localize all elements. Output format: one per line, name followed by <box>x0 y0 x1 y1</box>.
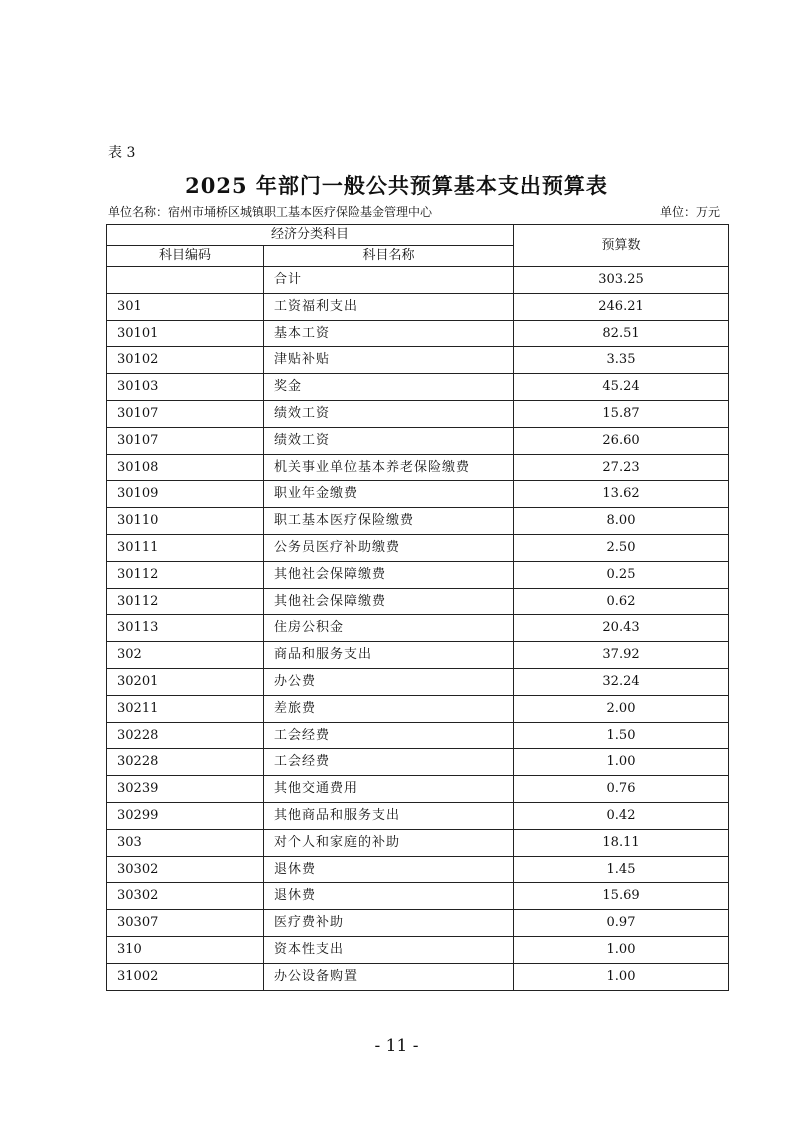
row-amount: 1.45 <box>514 856 729 883</box>
table-row <box>107 267 729 294</box>
row-amount: 0.62 <box>514 588 729 615</box>
row-name: 工资福利支出 <box>264 293 514 320</box>
row-amount: 1.00 <box>514 749 729 776</box>
row-name: 合计 <box>264 267 514 294</box>
header-name: 科目名称 <box>264 246 514 267</box>
row-name: 奖金 <box>264 374 514 401</box>
row-amount: 18.11 <box>514 829 729 856</box>
row-code: 30228 <box>107 749 264 776</box>
row-amount: 15.87 <box>514 400 729 427</box>
row-amount: 27.23 <box>514 454 729 481</box>
row-name: 退休费 <box>264 856 514 883</box>
header-code: 科目编码 <box>107 246 264 267</box>
table-row <box>107 936 729 963</box>
row-code: 30107 <box>107 400 264 427</box>
row-name: 退休费 <box>264 883 514 910</box>
row-name: 其他社会保障缴费 <box>264 588 514 615</box>
table-row <box>107 400 729 427</box>
row-code: 30103 <box>107 374 264 401</box>
table-row <box>107 427 729 454</box>
table-row <box>107 508 729 535</box>
row-name: 职工基本医疗保险缴费 <box>264 508 514 535</box>
table-row <box>107 695 729 722</box>
row-code <box>107 267 264 294</box>
header-budget: 预算数 <box>514 225 729 267</box>
row-code: 30228 <box>107 722 264 749</box>
table-row <box>107 642 729 669</box>
row-amount: 0.42 <box>514 802 729 829</box>
table-row <box>107 776 729 803</box>
row-code: 30307 <box>107 910 264 937</box>
row-amount: 82.51 <box>514 320 729 347</box>
row-code: 30108 <box>107 454 264 481</box>
row-code: 30109 <box>107 481 264 508</box>
row-code: 303 <box>107 829 264 856</box>
table-row <box>107 481 729 508</box>
row-code: 30101 <box>107 320 264 347</box>
row-name: 工会经费 <box>264 749 514 776</box>
row-code: 30110 <box>107 508 264 535</box>
table-row <box>107 802 729 829</box>
table-row <box>107 749 729 776</box>
row-code: 30211 <box>107 695 264 722</box>
row-name: 商品和服务支出 <box>264 642 514 669</box>
table-row <box>107 293 729 320</box>
row-amount: 0.97 <box>514 910 729 937</box>
row-code: 30112 <box>107 588 264 615</box>
row-code: 30201 <box>107 668 264 695</box>
row-name: 其他交通费用 <box>264 776 514 803</box>
row-amount: 45.24 <box>514 374 729 401</box>
table-row <box>107 963 729 990</box>
table-row <box>107 561 729 588</box>
row-amount: 26.60 <box>514 427 729 454</box>
row-name: 其他社会保障缴费 <box>264 561 514 588</box>
row-amount: 20.43 <box>514 615 729 642</box>
row-name: 基本工资 <box>264 320 514 347</box>
row-name: 机关事业单位基本养老保险缴费 <box>264 454 514 481</box>
row-name: 医疗费补助 <box>264 910 514 937</box>
unit-measure: 单位：万元 <box>659 205 720 219</box>
row-amount: 3.35 <box>514 347 729 374</box>
table-row <box>107 534 729 561</box>
table-row <box>107 883 729 910</box>
row-code: 30299 <box>107 802 264 829</box>
table-row <box>107 910 729 937</box>
row-amount: 2.00 <box>514 695 729 722</box>
row-amount: 32.24 <box>514 668 729 695</box>
unit-name: 单位名称：宿州市埇桥区城镇职工基本医疗保险基金管理中心 <box>108 205 433 219</box>
unit-info-line <box>108 203 720 220</box>
row-name: 办公设备购置 <box>264 963 514 990</box>
row-amount: 1.00 <box>514 963 729 990</box>
row-code: 310 <box>107 936 264 963</box>
header-economic-category: 经济分类科目 <box>107 225 514 246</box>
row-code: 301 <box>107 293 264 320</box>
table-label: 表 3 <box>108 145 136 161</box>
table-row <box>107 588 729 615</box>
row-code: 30112 <box>107 561 264 588</box>
row-amount: 8.00 <box>514 508 729 535</box>
row-code: 30113 <box>107 615 264 642</box>
row-name: 其他商品和服务支出 <box>264 802 514 829</box>
row-code: 30302 <box>107 856 264 883</box>
row-amount: 0.76 <box>514 776 729 803</box>
row-name: 办公费 <box>264 668 514 695</box>
row-name: 津贴补贴 <box>264 347 514 374</box>
table-body <box>107 267 729 991</box>
row-code: 30102 <box>107 347 264 374</box>
row-amount: 2.50 <box>514 534 729 561</box>
budget-table <box>106 224 729 991</box>
row-name: 对个人和家庭的补助 <box>264 829 514 856</box>
table-row <box>107 668 729 695</box>
row-code: 302 <box>107 642 264 669</box>
table-row <box>107 347 729 374</box>
row-name: 住房公积金 <box>264 615 514 642</box>
row-name: 资本性支出 <box>264 936 514 963</box>
table-row <box>107 615 729 642</box>
table-row <box>107 454 729 481</box>
table-row <box>107 722 729 749</box>
row-amount: 13.62 <box>514 481 729 508</box>
page-title: 2025 年部门一般公共预算基本支出预算表 <box>185 173 608 198</box>
header-row-1 <box>107 225 729 246</box>
row-name: 绩效工资 <box>264 427 514 454</box>
row-amount: 303.25 <box>514 267 729 294</box>
page-number: - 11 - <box>374 1036 419 1056</box>
row-amount: 1.00 <box>514 936 729 963</box>
row-name: 绩效工资 <box>264 400 514 427</box>
table-row <box>107 856 729 883</box>
row-code: 31002 <box>107 963 264 990</box>
row-name: 职业年金缴费 <box>264 481 514 508</box>
row-amount: 1.50 <box>514 722 729 749</box>
row-name: 差旅费 <box>264 695 514 722</box>
row-code: 30111 <box>107 534 264 561</box>
row-amount: 0.25 <box>514 561 729 588</box>
row-name: 公务员医疗补助缴费 <box>264 534 514 561</box>
row-amount: 15.69 <box>514 883 729 910</box>
row-code: 30107 <box>107 427 264 454</box>
table-row <box>107 320 729 347</box>
row-code: 30239 <box>107 776 264 803</box>
row-code: 30302 <box>107 883 264 910</box>
table-row <box>107 829 729 856</box>
row-name: 工会经费 <box>264 722 514 749</box>
row-amount: 246.21 <box>514 293 729 320</box>
table-row <box>107 374 729 401</box>
row-amount: 37.92 <box>514 642 729 669</box>
